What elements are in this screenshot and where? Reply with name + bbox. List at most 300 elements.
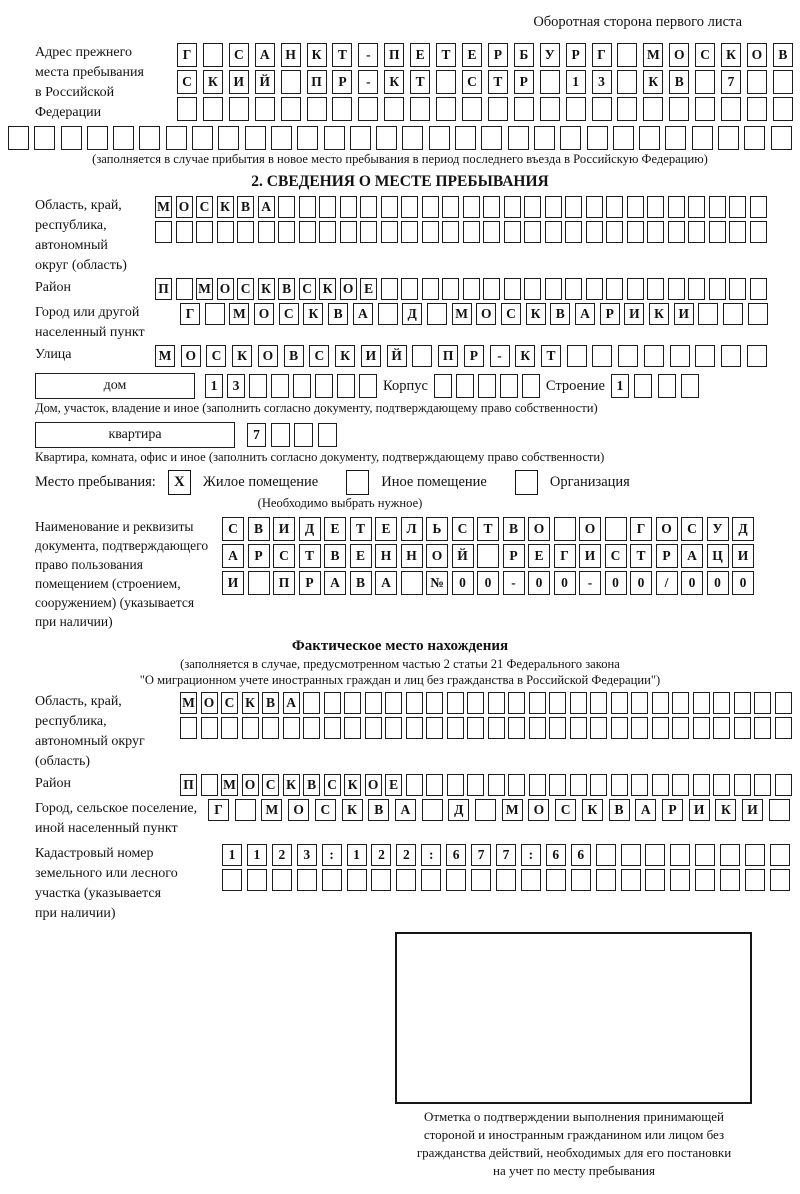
char-cell[interactable]: В: [503, 517, 525, 541]
char-cell[interactable]: [319, 221, 336, 243]
char-cell[interactable]: Е: [350, 544, 372, 568]
char-cell[interactable]: [139, 126, 160, 150]
char-cell[interactable]: -: [579, 571, 601, 595]
char-cell[interactable]: [570, 774, 587, 796]
char-cell[interactable]: [442, 278, 459, 300]
char-cell[interactable]: Р: [464, 345, 484, 367]
char-cell[interactable]: Р: [662, 799, 683, 821]
char-cell[interactable]: [87, 126, 108, 150]
char-cell[interactable]: К: [582, 799, 603, 821]
char-cell[interactable]: [442, 196, 459, 218]
char-cell[interactable]: 0: [707, 571, 729, 595]
char-cell[interactable]: [709, 196, 726, 218]
char-cell[interactable]: 2: [396, 844, 416, 866]
char-cell[interactable]: [605, 517, 627, 541]
char-cell[interactable]: [401, 571, 423, 595]
char-cell[interactable]: 2: [272, 844, 292, 866]
char-cell[interactable]: [521, 869, 541, 891]
char-cell[interactable]: [587, 126, 608, 150]
char-cell[interactable]: [340, 196, 357, 218]
char-cell[interactable]: [720, 869, 740, 891]
char-cell[interactable]: [627, 221, 644, 243]
char-cell[interactable]: [747, 345, 767, 367]
char-cell[interactable]: [376, 126, 397, 150]
char-cell[interactable]: 0: [605, 571, 627, 595]
char-cell[interactable]: О: [528, 799, 549, 821]
char-cell[interactable]: [658, 374, 676, 398]
char-cell[interactable]: [709, 221, 726, 243]
char-cell[interactable]: О: [656, 517, 678, 541]
char-cell[interactable]: :: [421, 844, 441, 866]
char-cell[interactable]: [644, 345, 664, 367]
char-cell[interactable]: Т: [410, 70, 430, 94]
char-cell[interactable]: [271, 374, 289, 398]
char-cell[interactable]: [467, 692, 484, 714]
char-cell[interactable]: Н: [281, 43, 301, 67]
char-cell[interactable]: 7: [721, 70, 741, 94]
char-cell[interactable]: А: [324, 571, 346, 595]
char-cell[interactable]: [545, 278, 562, 300]
char-cell[interactable]: [652, 774, 669, 796]
char-cell[interactable]: [643, 97, 663, 121]
char-cell[interactable]: [508, 126, 529, 150]
char-cell[interactable]: [524, 278, 541, 300]
char-cell[interactable]: [385, 692, 402, 714]
char-cell[interactable]: [447, 774, 464, 796]
char-cell[interactable]: Т: [332, 43, 352, 67]
char-cell[interactable]: О: [528, 517, 550, 541]
char-cell[interactable]: [672, 717, 689, 739]
char-cell[interactable]: 1: [205, 374, 223, 398]
char-cell[interactable]: В: [278, 278, 295, 300]
char-cell[interactable]: К: [303, 303, 323, 325]
char-cell[interactable]: В: [324, 544, 346, 568]
char-cell[interactable]: [606, 221, 623, 243]
char-cell[interactable]: С: [262, 774, 279, 796]
char-cell[interactable]: [381, 196, 398, 218]
char-cell[interactable]: К: [649, 303, 669, 325]
char-cell[interactable]: 1: [222, 844, 242, 866]
char-cell[interactable]: [570, 717, 587, 739]
char-cell[interactable]: [566, 97, 586, 121]
char-cell[interactable]: Е: [528, 544, 550, 568]
char-cell[interactable]: [463, 196, 480, 218]
char-cell[interactable]: А: [395, 799, 416, 821]
char-cell[interactable]: [695, 345, 715, 367]
char-cell[interactable]: [61, 126, 82, 150]
char-cell[interactable]: К: [643, 70, 663, 94]
char-cell[interactable]: [639, 126, 660, 150]
char-cell[interactable]: [447, 717, 464, 739]
char-cell[interactable]: [322, 869, 342, 891]
char-cell[interactable]: А: [283, 692, 300, 714]
char-cell[interactable]: Л: [401, 517, 423, 541]
char-cell[interactable]: О: [669, 43, 689, 67]
char-cell[interactable]: И: [674, 303, 694, 325]
char-cell[interactable]: Д: [402, 303, 422, 325]
char-cell[interactable]: [324, 692, 341, 714]
char-cell[interactable]: А: [222, 544, 244, 568]
char-cell[interactable]: М: [221, 774, 238, 796]
char-cell[interactable]: [586, 221, 603, 243]
char-cell[interactable]: [565, 221, 582, 243]
char-cell[interactable]: [278, 221, 295, 243]
char-cell[interactable]: [248, 571, 270, 595]
char-cell[interactable]: [281, 97, 301, 121]
char-cell[interactable]: С: [237, 278, 254, 300]
char-cell[interactable]: [201, 774, 218, 796]
char-cell[interactable]: [500, 374, 518, 398]
char-cell[interactable]: [668, 196, 685, 218]
char-cell[interactable]: -: [358, 70, 378, 94]
char-cell[interactable]: [271, 423, 290, 447]
char-cell[interactable]: Ц: [707, 544, 729, 568]
char-cell[interactable]: [567, 345, 587, 367]
char-cell[interactable]: [504, 278, 521, 300]
char-cell[interactable]: В: [303, 774, 320, 796]
char-cell[interactable]: [754, 774, 771, 796]
char-cell[interactable]: М: [229, 303, 249, 325]
char-cell[interactable]: [631, 774, 648, 796]
char-cell[interactable]: [340, 221, 357, 243]
char-cell[interactable]: В: [550, 303, 570, 325]
char-cell[interactable]: [692, 126, 713, 150]
char-cell[interactable]: [670, 345, 690, 367]
char-cell[interactable]: [545, 196, 562, 218]
char-cell[interactable]: [631, 692, 648, 714]
char-cell[interactable]: К: [344, 774, 361, 796]
char-cell[interactable]: О: [181, 345, 201, 367]
checkbox-inoe-pomeshchenie[interactable]: [346, 470, 369, 495]
char-cell[interactable]: [406, 692, 423, 714]
char-cell[interactable]: [205, 303, 225, 325]
char-cell[interactable]: [496, 869, 516, 891]
char-cell[interactable]: Б: [514, 43, 534, 67]
char-cell[interactable]: [693, 774, 710, 796]
char-cell[interactable]: [750, 196, 767, 218]
char-cell[interactable]: С: [462, 70, 482, 94]
char-cell[interactable]: [488, 692, 505, 714]
char-cell[interactable]: [713, 717, 730, 739]
char-cell[interactable]: [401, 196, 418, 218]
char-cell[interactable]: У: [707, 517, 729, 541]
char-cell[interactable]: [545, 221, 562, 243]
char-cell[interactable]: [272, 869, 292, 891]
char-cell[interactable]: [747, 70, 767, 94]
char-cell[interactable]: [750, 221, 767, 243]
char-cell[interactable]: [221, 717, 238, 739]
char-cell[interactable]: У: [540, 43, 560, 67]
char-cell[interactable]: [271, 126, 292, 150]
char-cell[interactable]: [488, 97, 508, 121]
char-cell[interactable]: [235, 799, 256, 821]
char-cell[interactable]: М: [155, 196, 172, 218]
char-cell[interactable]: [769, 799, 790, 821]
char-cell[interactable]: [396, 869, 416, 891]
char-cell[interactable]: №: [426, 571, 448, 595]
char-cell[interactable]: [744, 126, 765, 150]
char-cell[interactable]: В: [328, 303, 348, 325]
char-cell[interactable]: [540, 70, 560, 94]
char-cell[interactable]: [483, 278, 500, 300]
char-cell[interactable]: К: [715, 799, 736, 821]
char-cell[interactable]: [718, 126, 739, 150]
char-cell[interactable]: [177, 97, 197, 121]
checkbox-zhiloe-pomeshchenie[interactable]: X: [168, 470, 191, 495]
char-cell[interactable]: И: [689, 799, 710, 821]
char-cell[interactable]: Т: [477, 517, 499, 541]
char-cell[interactable]: И: [361, 345, 381, 367]
char-cell[interactable]: [770, 844, 790, 866]
char-cell[interactable]: Й: [255, 70, 275, 94]
char-cell[interactable]: [549, 692, 566, 714]
char-cell[interactable]: [669, 97, 689, 121]
char-cell[interactable]: С: [315, 799, 336, 821]
char-cell[interactable]: [645, 844, 665, 866]
char-cell[interactable]: [504, 221, 521, 243]
char-cell[interactable]: 1: [347, 844, 367, 866]
char-cell[interactable]: С: [695, 43, 715, 67]
char-cell[interactable]: [297, 869, 317, 891]
char-cell[interactable]: [478, 374, 496, 398]
char-cell[interactable]: Д: [299, 517, 321, 541]
char-cell[interactable]: Г: [630, 517, 652, 541]
char-cell[interactable]: [176, 278, 193, 300]
char-cell[interactable]: Р: [503, 544, 525, 568]
char-cell[interactable]: [590, 692, 607, 714]
char-cell[interactable]: О: [217, 278, 234, 300]
char-cell[interactable]: Т: [541, 345, 561, 367]
char-cell[interactable]: [262, 717, 279, 739]
char-cell[interactable]: И: [732, 544, 754, 568]
char-cell[interactable]: [462, 97, 482, 121]
char-cell[interactable]: [729, 196, 746, 218]
char-cell[interactable]: [586, 278, 603, 300]
char-cell[interactable]: [281, 70, 301, 94]
char-cell[interactable]: [734, 717, 751, 739]
char-cell[interactable]: [427, 303, 447, 325]
char-cell[interactable]: К: [258, 278, 275, 300]
char-cell[interactable]: [723, 303, 743, 325]
char-cell[interactable]: С: [681, 517, 703, 541]
char-cell[interactable]: С: [324, 774, 341, 796]
char-cell[interactable]: [546, 869, 566, 891]
char-cell[interactable]: Д: [732, 517, 754, 541]
char-cell[interactable]: [422, 221, 439, 243]
char-cell[interactable]: К: [283, 774, 300, 796]
char-cell[interactable]: [481, 126, 502, 150]
char-cell[interactable]: Р: [488, 43, 508, 67]
char-cell[interactable]: [549, 717, 566, 739]
char-cell[interactable]: М: [502, 799, 523, 821]
char-cell[interactable]: Е: [462, 43, 482, 67]
char-cell[interactable]: П: [307, 70, 327, 94]
char-cell[interactable]: [410, 97, 430, 121]
char-cell[interactable]: Г: [180, 303, 200, 325]
char-cell[interactable]: 0: [477, 571, 499, 595]
char-cell[interactable]: М: [196, 278, 213, 300]
char-cell[interactable]: [571, 869, 591, 891]
char-cell[interactable]: [592, 345, 612, 367]
char-cell[interactable]: [773, 70, 793, 94]
char-cell[interactable]: В: [237, 196, 254, 218]
char-cell[interactable]: [421, 869, 441, 891]
char-cell[interactable]: В: [609, 799, 630, 821]
char-cell[interactable]: К: [319, 278, 336, 300]
char-cell[interactable]: [299, 196, 316, 218]
char-cell[interactable]: [319, 196, 336, 218]
char-cell[interactable]: С: [605, 544, 627, 568]
char-cell[interactable]: [621, 869, 641, 891]
char-cell[interactable]: О: [426, 544, 448, 568]
char-cell[interactable]: [775, 692, 792, 714]
char-cell[interactable]: [617, 43, 637, 67]
char-cell[interactable]: [315, 374, 333, 398]
char-cell[interactable]: [217, 221, 234, 243]
char-cell[interactable]: [734, 774, 751, 796]
char-cell[interactable]: [447, 692, 464, 714]
char-cell[interactable]: [293, 374, 311, 398]
char-cell[interactable]: [613, 126, 634, 150]
char-cell[interactable]: [652, 692, 669, 714]
char-cell[interactable]: [695, 70, 715, 94]
char-cell[interactable]: К: [526, 303, 546, 325]
char-cell[interactable]: [631, 717, 648, 739]
char-cell[interactable]: И: [273, 517, 295, 541]
char-cell[interactable]: [693, 692, 710, 714]
char-cell[interactable]: :: [521, 844, 541, 866]
char-cell[interactable]: 3: [592, 70, 612, 94]
char-cell[interactable]: [592, 97, 612, 121]
char-cell[interactable]: П: [273, 571, 295, 595]
char-cell[interactable]: -: [503, 571, 525, 595]
char-cell[interactable]: М: [261, 799, 282, 821]
char-cell[interactable]: [249, 374, 267, 398]
char-cell[interactable]: [192, 126, 213, 150]
char-cell[interactable]: [422, 196, 439, 218]
char-cell[interactable]: [721, 97, 741, 121]
char-cell[interactable]: В: [350, 571, 372, 595]
char-cell[interactable]: [436, 70, 456, 94]
char-cell[interactable]: [514, 97, 534, 121]
char-cell[interactable]: М: [180, 692, 197, 714]
char-cell[interactable]: [475, 799, 496, 821]
char-cell[interactable]: Д: [448, 799, 469, 821]
char-cell[interactable]: [359, 374, 377, 398]
char-cell[interactable]: С: [229, 43, 249, 67]
char-cell[interactable]: [344, 692, 361, 714]
char-cell[interactable]: [303, 717, 320, 739]
char-cell[interactable]: Г: [208, 799, 229, 821]
char-cell[interactable]: [299, 221, 316, 243]
char-cell[interactable]: [652, 717, 669, 739]
char-cell[interactable]: Р: [299, 571, 321, 595]
char-cell[interactable]: [596, 844, 616, 866]
char-cell[interactable]: И: [624, 303, 644, 325]
char-cell[interactable]: А: [353, 303, 373, 325]
char-cell[interactable]: [247, 869, 267, 891]
char-cell[interactable]: Р: [656, 544, 678, 568]
char-cell[interactable]: В: [368, 799, 389, 821]
char-cell[interactable]: [483, 196, 500, 218]
char-cell[interactable]: [775, 774, 792, 796]
char-cell[interactable]: [166, 126, 187, 150]
char-cell[interactable]: О: [258, 345, 278, 367]
char-cell[interactable]: [34, 126, 55, 150]
char-cell[interactable]: О: [340, 278, 357, 300]
char-cell[interactable]: В: [284, 345, 304, 367]
kvartira-name-field[interactable]: квартира: [35, 422, 235, 448]
char-cell[interactable]: В: [248, 517, 270, 541]
char-cell[interactable]: [113, 126, 134, 150]
char-cell[interactable]: И: [229, 70, 249, 94]
char-cell[interactable]: [456, 374, 474, 398]
char-cell[interactable]: П: [438, 345, 458, 367]
char-cell[interactable]: 1: [611, 374, 629, 398]
char-cell[interactable]: О: [476, 303, 496, 325]
char-cell[interactable]: [672, 692, 689, 714]
char-cell[interactable]: [647, 196, 664, 218]
char-cell[interactable]: [668, 278, 685, 300]
char-cell[interactable]: 6: [571, 844, 591, 866]
char-cell[interactable]: [332, 97, 352, 121]
char-cell[interactable]: [729, 278, 746, 300]
char-cell[interactable]: С: [299, 278, 316, 300]
char-cell[interactable]: Т: [436, 43, 456, 67]
char-cell[interactable]: [483, 221, 500, 243]
char-cell[interactable]: П: [384, 43, 404, 67]
char-cell[interactable]: И: [222, 571, 244, 595]
char-cell[interactable]: [324, 126, 345, 150]
char-cell[interactable]: [529, 717, 546, 739]
char-cell[interactable]: 2: [371, 844, 391, 866]
char-cell[interactable]: Г: [592, 43, 612, 67]
char-cell[interactable]: К: [307, 43, 327, 67]
char-cell[interactable]: [645, 869, 665, 891]
char-cell[interactable]: М: [155, 345, 175, 367]
char-cell[interactable]: А: [681, 544, 703, 568]
char-cell[interactable]: О: [365, 774, 382, 796]
char-cell[interactable]: [524, 196, 541, 218]
char-cell[interactable]: [670, 844, 690, 866]
char-cell[interactable]: И: [742, 799, 763, 821]
char-cell[interactable]: Г: [177, 43, 197, 67]
char-cell[interactable]: С: [206, 345, 226, 367]
char-cell[interactable]: [670, 869, 690, 891]
char-cell[interactable]: [611, 774, 628, 796]
char-cell[interactable]: 0: [681, 571, 703, 595]
char-cell[interactable]: Т: [630, 544, 652, 568]
checkbox-organizatsiya[interactable]: [515, 470, 538, 495]
char-cell[interactable]: [695, 844, 715, 866]
char-cell[interactable]: [586, 196, 603, 218]
char-cell[interactable]: П: [155, 278, 172, 300]
char-cell[interactable]: Т: [299, 544, 321, 568]
char-cell[interactable]: 0: [528, 571, 550, 595]
char-cell[interactable]: В: [262, 692, 279, 714]
char-cell[interactable]: А: [255, 43, 275, 67]
char-cell[interactable]: В: [669, 70, 689, 94]
char-cell[interactable]: [668, 221, 685, 243]
char-cell[interactable]: О: [254, 303, 274, 325]
char-cell[interactable]: [745, 869, 765, 891]
char-cell[interactable]: [467, 774, 484, 796]
char-cell[interactable]: [488, 774, 505, 796]
char-cell[interactable]: [402, 126, 423, 150]
char-cell[interactable]: О: [176, 196, 193, 218]
char-cell[interactable]: 0: [554, 571, 576, 595]
char-cell[interactable]: [534, 126, 555, 150]
